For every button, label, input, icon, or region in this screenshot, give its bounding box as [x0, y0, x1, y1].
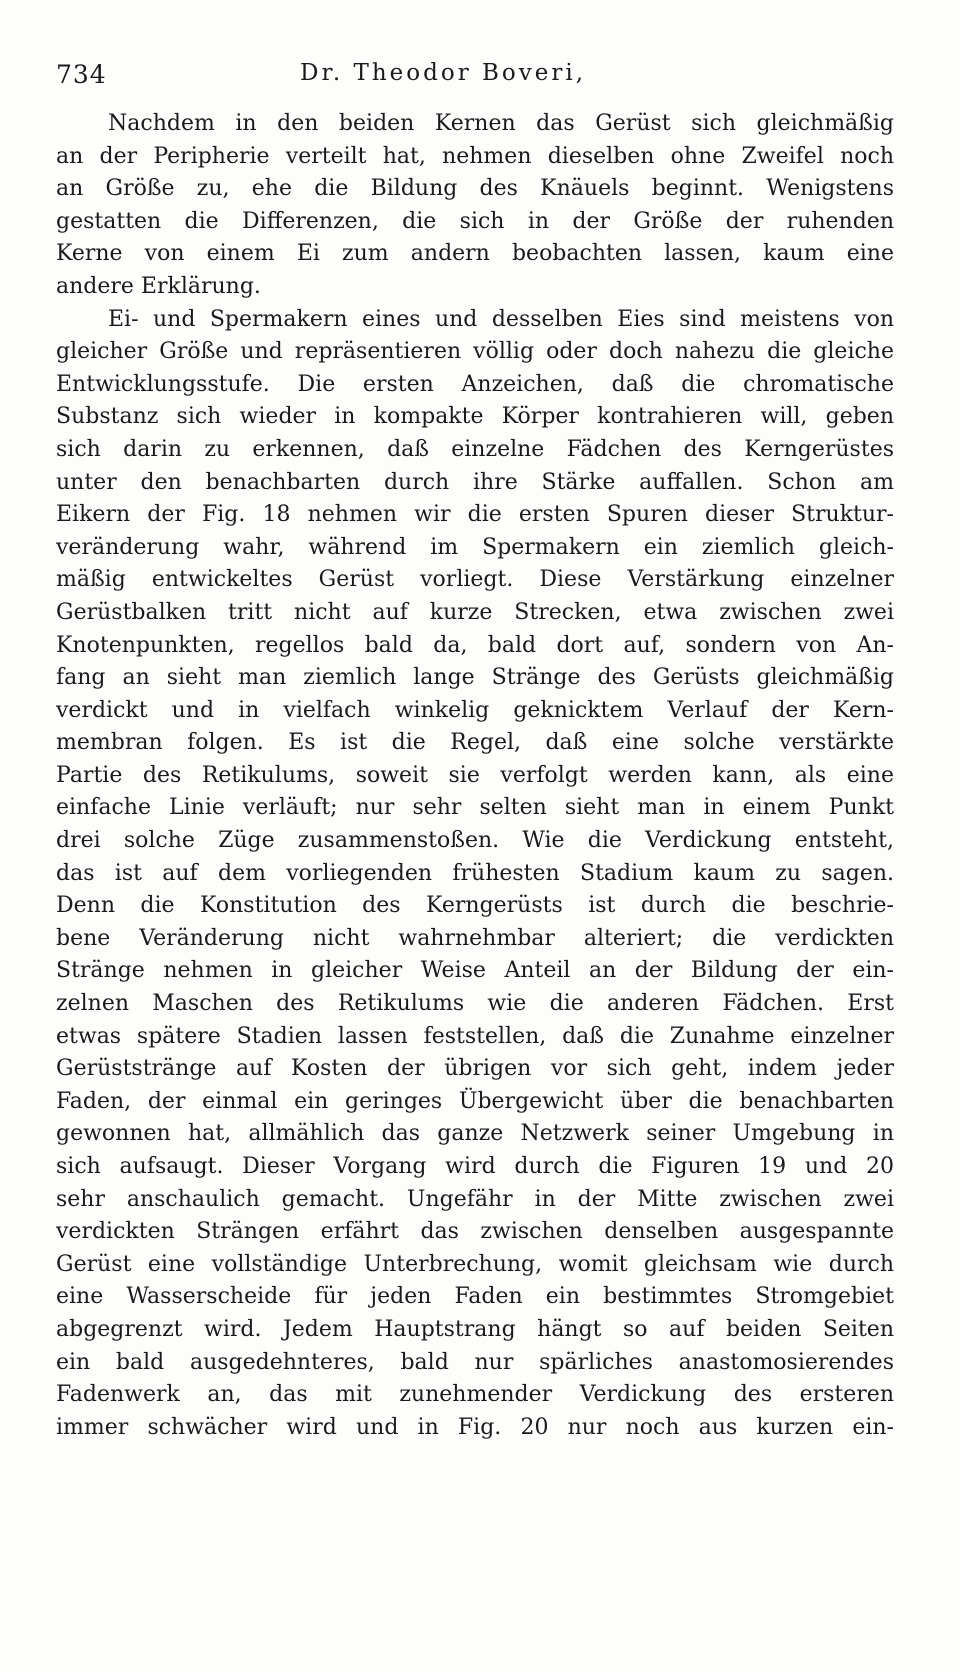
text-line: immer schwächer wird und in Fig. 20 nur noch aus kurzen ein- — [56, 1414, 894, 1440]
text-line: Eikern der Fig. 18 nehmen wir die ersten Spuren dieser Struktur- — [56, 502, 894, 528]
text-line: verdickten Strängen erfährt das zwischen denselben ausgespannte — [56, 1219, 894, 1245]
text-line: Entwicklungsstufe. Die ersten Anzeichen, daß die chromatische — [56, 371, 894, 397]
text-line: andere Erklärung. — [56, 273, 261, 299]
text-line: Nachdem in den beiden Kernen das Gerüst sich gleichmäßig — [108, 111, 894, 136]
text-line: Substanz sich wieder in kompakte Körper kontrahieren will, geben — [56, 404, 894, 430]
text-line: zelnen Maschen des Retikulums wie die anderen Fädchen. Erst — [56, 991, 894, 1017]
text-line: Faden, der einmal ein geringes Übergewicht über die benachbarten — [56, 1088, 894, 1114]
text-line: das ist auf dem vorliegenden frühesten Stadium kaum zu sagen. — [56, 860, 894, 886]
text-line: Gerüstbalken tritt nicht auf kurze Strecken, etwa zwischen zwei — [56, 599, 894, 625]
page-number: 734 — [56, 60, 107, 89]
text-line: sehr anschaulich gemacht. Ungefähr in der Mitte zwischen zwei — [56, 1186, 894, 1212]
running-head — [56, 60, 900, 94]
text-line: eine Wasserscheide für jeden Faden ein bestimmtes Stromgebiet — [56, 1284, 894, 1310]
text-line: an Größe zu, ehe die Bildung des Knäuels beginnt. Wenigstens — [56, 176, 894, 202]
text-line: Gerüststränge auf Kosten der übrigen vor sich geht, indem jeder — [56, 1056, 894, 1082]
text-line: drei solche Züge zusammenstoßen. Wie die Verdickung entsteht, — [56, 828, 894, 854]
text-line: verdickt und in vielfach winkelig geknicktem Verlauf der Kern- — [56, 697, 894, 723]
text-line: veränderung wahr, während im Spermakern ein ziemlich gleich- — [56, 534, 894, 560]
text-line: abgegrenzt wird. Jedem Hauptstrang hängt so auf beiden Seiten — [56, 1316, 894, 1342]
text-line: Denn die Konstitution des Kerngerüsts ist durch die beschrie- — [56, 893, 894, 919]
text-line: Ei- und Spermakern eines und desselben Eies sind meistens von — [108, 306, 894, 332]
text-line: gewonnen hat, allmählich das ganze Netzwerk seiner Umgebung in — [56, 1121, 894, 1147]
text-line: bene Veränderung nicht wahrnehmbar alteriert; die verdickten — [56, 925, 894, 951]
text-line: fang an sieht man ziemlich lange Stränge des Gerüsts gleichmäßig — [56, 665, 894, 691]
text-line: einfache Linie verläuft; nur sehr selten sieht man in einem Punkt — [56, 795, 894, 821]
text-line: unter den benachbarten durch ihre Stärke auffallen. Schon am — [56, 469, 894, 495]
text-line: an der Peripherie verteilt hat, nehmen dieselben ohne Zweifel noch — [56, 143, 894, 169]
text-line: Partie des Retikulums, soweit sie verfolgt werden kann, als eine — [56, 762, 894, 788]
text-line: Stränge nehmen in gleicher Weise Anteil an der Bildung der ein- — [56, 958, 894, 984]
text-line: sich darin zu erkennen, daß einzelne Fädchen des Kerngerüstes — [56, 436, 894, 462]
text-line: ein bald ausgedehnteres, bald nur spärliches anastomosierendes — [56, 1349, 894, 1375]
text-line: membran folgen. Es ist die Regel, daß eine solche verstärkte — [56, 730, 894, 756]
text-line: Kerne von einem Ei zum andern beobachten lassen, kaum eine — [56, 241, 894, 267]
running-title: Dr. Theodor Boveri, — [300, 60, 587, 86]
text-line: sich aufsaugt. Dieser Vorgang wird durch die Figuren 19 und 20 — [56, 1154, 894, 1179]
text-line: etwas spätere Stadien lassen feststellen, daß die Zunahme einzelner — [56, 1023, 894, 1049]
text-line: Knotenpunkten, regellos bald da, bald dort auf, sondern von An- — [56, 632, 894, 658]
text-line: mäßig entwickeltes Gerüst vorliegt. Diese Verstärkung einzelner — [56, 567, 894, 593]
body-text — [56, 108, 894, 1444]
text-line: gleicher Größe und repräsentieren völlig oder doch nahezu die gleiche — [56, 339, 894, 365]
text-line: Fadenwerk an, das mit zunehmender Verdickung des ersteren — [56, 1382, 894, 1408]
text-line: Gerüst eine vollständige Unterbrechung, womit gleichsam wie durch — [56, 1251, 894, 1277]
text-line: gestatten die Differenzen, die sich in der Größe der ruhenden — [56, 208, 894, 234]
